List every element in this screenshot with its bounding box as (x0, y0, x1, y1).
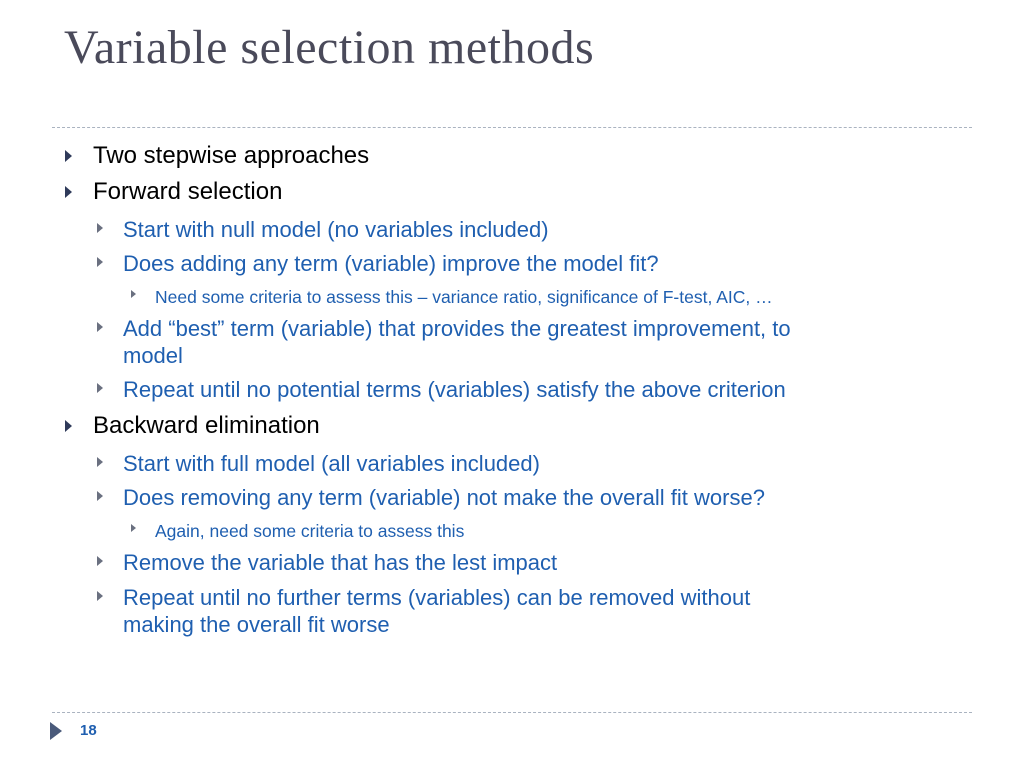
sub-bullet-item (123, 315, 791, 369)
bullet-arrow-icon (131, 524, 136, 532)
bullet-arrow-icon (97, 383, 103, 393)
bullet-arrow-icon (97, 457, 103, 467)
bullet-arrow-icon (65, 150, 72, 162)
bullet-text: Does adding any term (variable) improve the model fit? (123, 251, 659, 276)
sub-bullet-item (123, 376, 786, 403)
footer-arrow-icon (50, 722, 62, 740)
bullet-text: Remove the variable that has the lest impact (123, 550, 558, 575)
sub-bullet-item (123, 584, 750, 638)
sub-bullet-item (123, 250, 659, 277)
bullet-text: Two stepwise approaches (93, 142, 370, 169)
bullet-arrow-icon (65, 420, 72, 432)
bullet-text: Add “best” term (variable) that provides the greatest improvement, to (123, 316, 791, 341)
bullet-text: Forward selection (93, 178, 283, 205)
sub-sub-bullet-item (155, 284, 773, 311)
bullet-arrow-icon (65, 186, 72, 198)
bullet-arrow-icon (97, 591, 103, 601)
page-number: 18 (80, 722, 97, 739)
bullet-text: Start with null model (no variables included) (123, 217, 549, 242)
bullet-arrow-icon (97, 257, 103, 267)
title-divider (52, 127, 972, 128)
bullet-text: Backward elimination (93, 412, 320, 439)
bullet-text: Start with full model (all variables included) (123, 451, 540, 476)
bullet-item (93, 178, 282, 205)
sub-bullet-item (123, 549, 557, 576)
bullet-arrow-icon (131, 290, 136, 298)
bullet-item (93, 142, 369, 169)
sub-sub-bullet-item (155, 518, 464, 545)
bullet-text: Again, need some criteria to assess this (155, 521, 465, 541)
bullet-text: Need some criteria to assess this – variance ratio, significance of F-test, AIC, … (155, 287, 773, 307)
bullet-text: Repeat until no further terms (variables) can be removed without (123, 585, 751, 610)
bullet-text-continuation: model (123, 343, 183, 368)
footer-divider (52, 712, 972, 713)
bullet-text-continuation: making the overall fit worse (123, 612, 390, 637)
sub-bullet-item (123, 450, 540, 477)
sub-bullet-item (123, 484, 765, 511)
bullet-arrow-icon (97, 556, 103, 566)
bullet-item (93, 412, 320, 439)
bullet-arrow-icon (97, 223, 103, 233)
bullet-arrow-icon (97, 322, 103, 332)
bullet-text: Repeat until no potential terms (variables) satisfy the above criterion (123, 377, 786, 402)
sub-bullet-item (123, 216, 549, 243)
bullet-text: Does removing any term (variable) not make the overall fit worse? (123, 485, 765, 510)
bullet-arrow-icon (97, 491, 103, 501)
slide-title: Variable selection methods (64, 21, 595, 74)
